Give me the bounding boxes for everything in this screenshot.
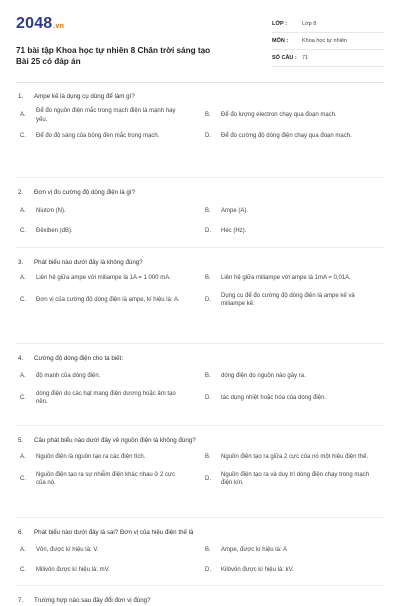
option-c[interactable]: C. Đêxiben (dB). [20, 227, 73, 234]
question-text: 6. Phát biểu nào dưới đây là sai? Đơn vị của hiệu điện thế là [18, 529, 194, 536]
option-c[interactable]: C. Milivôn được kí hiệu là: mV. [20, 566, 110, 573]
option-d[interactable]: D. Nguồn điện tạo ra và duy trì dòng điện chạy trong mạch điện kín. [205, 471, 370, 486]
option-b[interactable]: B. Ampe (A). [205, 208, 249, 214]
option-a[interactable]: A. độ mạnh của dòng điện. [20, 373, 101, 379]
question-text: 2. Đơn vị đo cường độ dòng điện là gì? [18, 189, 136, 196]
option-d[interactable]: D. Dụng cụ để đo cường độ dòng điện là ampe kế và miliampe kế. [205, 292, 355, 307]
header [16, 12, 384, 74]
question-text: 1. Ampe kế là dụng cụ dùng để làm gì? [18, 93, 135, 100]
option-b[interactable]: B. dòng điện do nguồn nào gây ra. [205, 373, 306, 379]
option-c[interactable]: C. Đơn vị của cường độ dòng điện là ampe, kí hiệu là: A. [20, 296, 180, 303]
option-b[interactable]: B. Liên hệ giữa miliampe với ampe là 1mA = 0,01A. [205, 275, 351, 281]
question-text: 7. Trường hợp nào sau đây đổi đơn vị đúng? [18, 597, 151, 604]
options [18, 107, 382, 141]
option-a[interactable]: A. Để đo nguồn điện mắc trong mạch điện là mạnh hay yếu. [20, 108, 176, 123]
meta-value: Khoa học tự nhiên [302, 38, 347, 44]
question-6 [16, 518, 384, 586]
question-2 [16, 178, 384, 248]
question-1 [16, 83, 384, 178]
options [18, 207, 382, 235]
option-d[interactable]: D. Kilôvôn được kí hiệu là: kV. [205, 566, 294, 573]
question-3 [16, 248, 384, 344]
option-a[interactable]: A. Vôn, được kí hiệu là: V. [20, 547, 99, 553]
options [18, 546, 382, 574]
meta-key: LỚP : [272, 21, 287, 27]
meta-table [272, 16, 384, 67]
options [18, 274, 382, 309]
document-title: 71 bài tập Khoa học tự nhiên 8 Chân trời sáng tạo Bài 25 có đáp án [16, 46, 211, 66]
meta-value: Lớp 8 [302, 21, 317, 27]
option-c[interactable]: C. Nguồn điện tạo ra sự nhiễm điện khác nhau ở 2 cực của nó. [20, 471, 176, 486]
site-logo[interactable]: 2048.vn [16, 15, 65, 32]
option-b[interactable]: B. Nguồn điện tạo ra giữa 2 cực của nó một hiệu điện thế. [205, 454, 369, 460]
option-b[interactable]: B. Để đo lượng electron chạy qua đoạn mạch. [205, 112, 337, 119]
meta-key: MÔN : [272, 38, 289, 44]
option-d[interactable]: D. Héc (Hz). [205, 227, 247, 234]
option-a[interactable]: A. Liên hệ giữa ampe với miliampe là 1A = 1 000 mA. [20, 275, 171, 281]
options [18, 453, 382, 488]
option-c[interactable]: C. Để đo độ sáng của bóng đèn mắc trong mạch. [20, 133, 160, 139]
option-d[interactable]: D. Để đo cường độ dòng điện chạy qua đoạn mạch. [205, 133, 352, 139]
option-d[interactable]: D. tác dụng nhiệt hoặc hóa của dòng điện. [205, 394, 327, 401]
meta-key: SỐ CÂU : [272, 55, 297, 61]
question-text: 3. Phát biểu nào dưới đây là không đúng? [18, 259, 143, 266]
option-b[interactable]: B. Ampe, được kí hiệu là: A [205, 547, 287, 553]
question-5 [16, 426, 384, 518]
option-c[interactable]: C. dòng điện do các hạt mang điện dương hoặc âm tạo nên. [20, 390, 176, 405]
meta-row-grade [272, 16, 384, 33]
meta-row-subject [272, 33, 384, 50]
question-text: 5. Câu phát biểu nào dưới đây về nguồn điện là không đúng? [18, 437, 196, 444]
meta-row-count [272, 50, 384, 67]
option-a[interactable]: A. Nguồn điện là nguồn tạo ra các điện tích. [20, 454, 146, 460]
question-7 [16, 586, 384, 606]
question-text: 4. Cường độ dòng điện cho ta biết: [18, 355, 124, 362]
question-4 [16, 344, 384, 426]
brand-block [16, 12, 216, 67]
option-a[interactable]: A. Niutơn (N). [20, 208, 66, 214]
options [18, 372, 382, 407]
meta-value: 71 [302, 55, 309, 61]
